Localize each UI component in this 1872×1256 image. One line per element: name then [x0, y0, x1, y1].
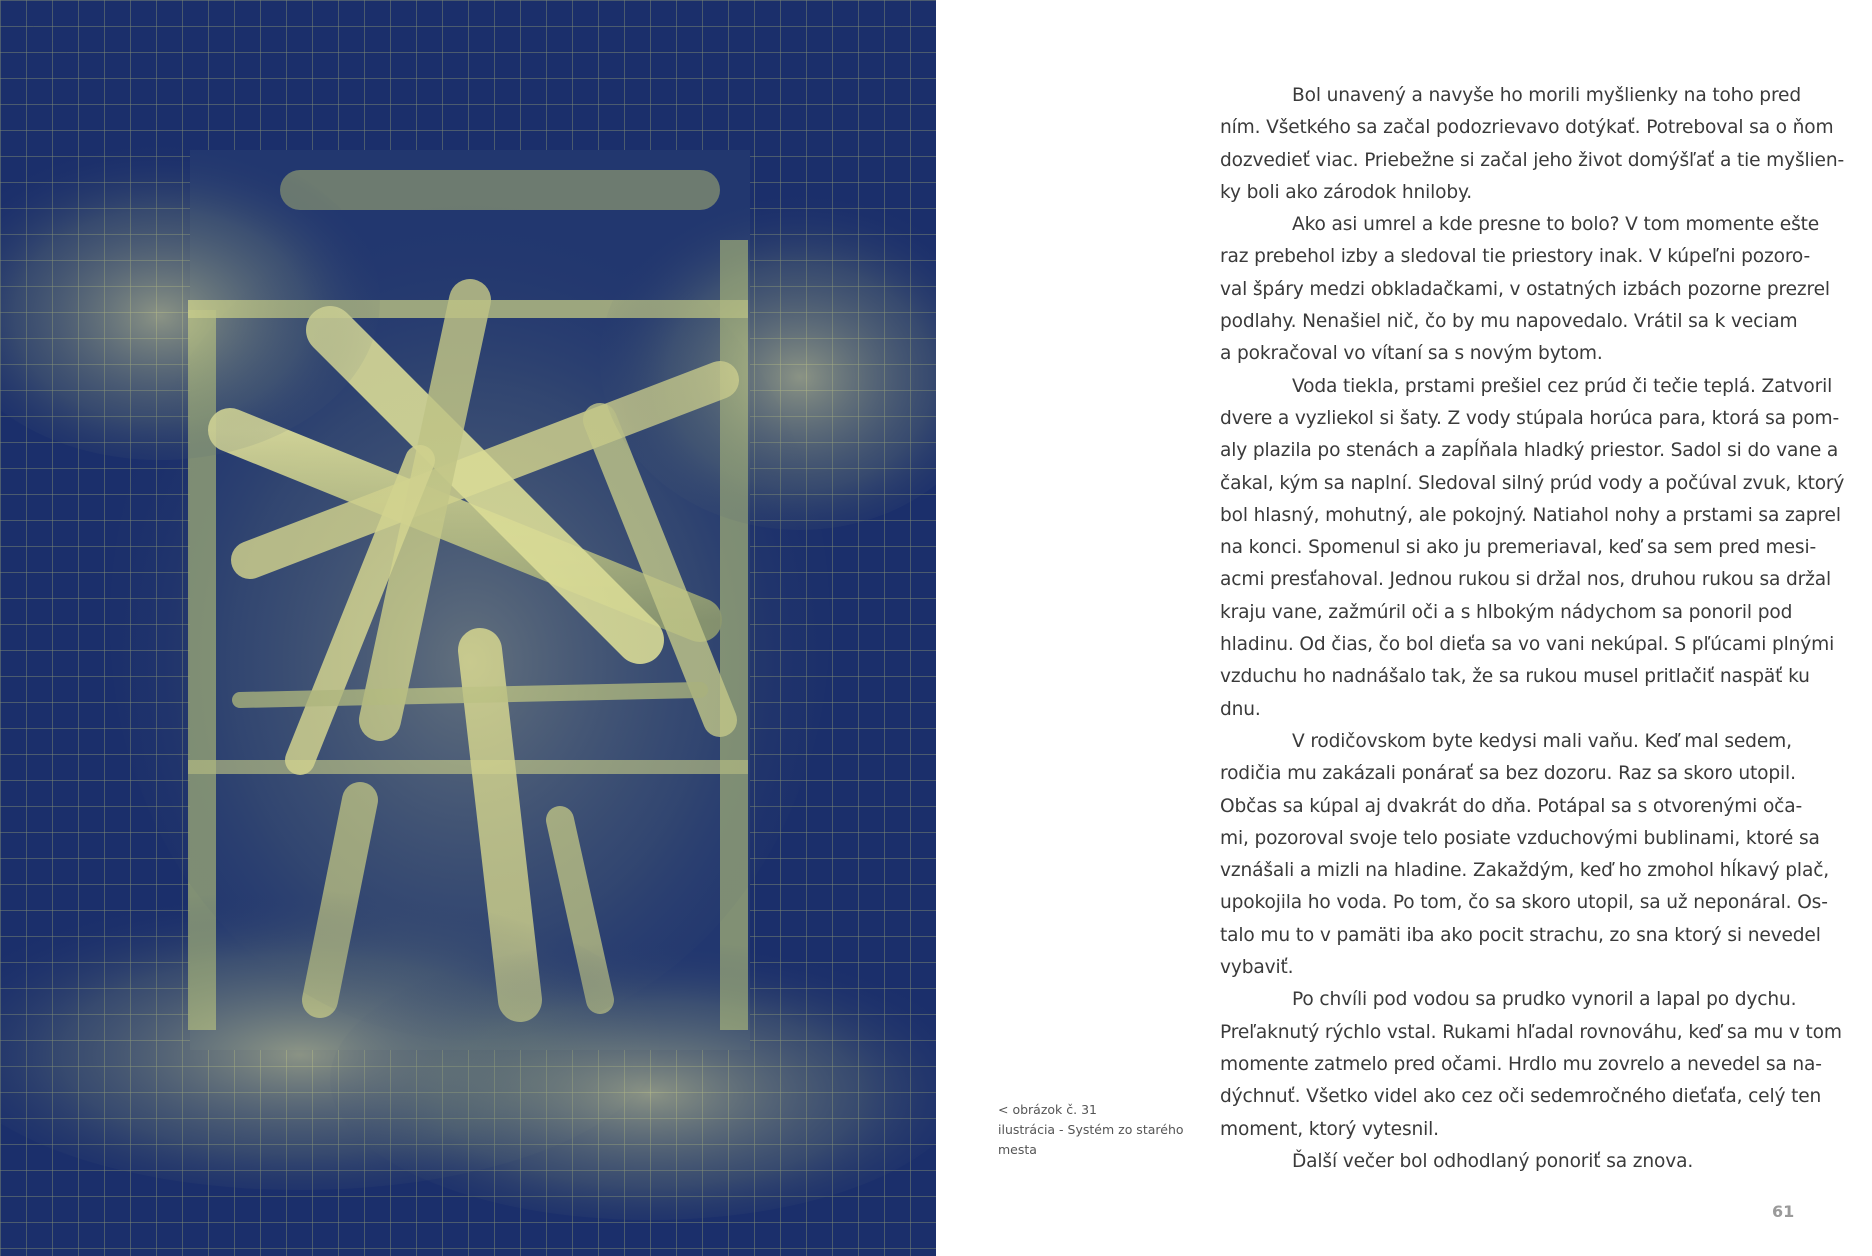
text-line: dýchnuť. Všetko videl ako cez oči sedemročného dieťaťa, celý ten: [1220, 1086, 1822, 1108]
text-line: bol hlasný, mohutný, ale pokojný. Natiahol nohy a prstami sa zaprel: [1220, 504, 1841, 526]
text-line: val špáry medzi obkladačkami, v ostatných izbách pozorne prezrel: [1220, 278, 1830, 300]
text-line: hladinu. Od čias, čo bol dieťa sa vo vani nekúpal. S pľúcami plnými: [1220, 634, 1835, 656]
text-line: Občas sa kúpal aj dvakrát do dňa. Potápal sa s otvorenými oča-: [1220, 795, 1803, 817]
text-line: dnu.: [1220, 698, 1261, 720]
text-line: vybaviť.: [1220, 957, 1294, 979]
text-line: Voda tiekla, prstami prešiel cez prúd či tečie teplá. Zatvoril: [1292, 375, 1833, 397]
caption-line-3: mesta: [998, 1142, 1037, 1157]
figure-caption: [998, 1100, 1198, 1160]
text-line: podlahy. Nenašiel nič, čo by mu napovedalo. Vrátil sa k veciam: [1220, 311, 1798, 333]
text-line: aly plazila po stenách a zapĺňala hladký priestor. Sadol si do vane a: [1220, 440, 1839, 462]
text-line: acmi presťahoval. Jednou rukou si držal nos, druhou rukou sa držal: [1220, 569, 1832, 591]
text-line: upokojila ho voda. Po tom, čo sa skoro utopil, sa už neponáral. Os-: [1220, 892, 1828, 914]
text-line: a pokračoval vo vítaní sa s novým bytom.: [1220, 343, 1603, 365]
text-line: Ako asi umrel a kde presne to bolo? V tom momente ešte: [1292, 214, 1820, 236]
text-line: Po chvíli pod vodou sa prudko vynoril a lapal po dychu.: [1292, 989, 1797, 1011]
text-line: dozvedieť viac. Priebežne si začal jeho život domýšľať a tie myšlien-: [1220, 149, 1845, 171]
caption-line-1: < obrázok č. 31: [998, 1102, 1097, 1117]
body-text: [1220, 80, 1845, 1178]
text-line: V rodičovskom byte kedysi mali vaňu. Keď mal sedem,: [1292, 730, 1792, 752]
text-line: mi, pozoroval svoje telo posiate vzduchovými bublinami, ktoré sa: [1220, 827, 1820, 849]
caption-line-2: ilustrácia - Systém zo starého: [998, 1122, 1184, 1137]
text-line: talo mu to v pamäti iba ako pocit strachu, zo sna ktorý si nevedel: [1220, 924, 1821, 946]
text-line: čakal, kým sa naplní. Sledoval silný prúd vody a počúval zvuk, ktorý: [1220, 472, 1845, 494]
text-line: ky boli ako zárodok hniloby.: [1220, 181, 1472, 203]
text-line: moment, ktorý vytesnil.: [1220, 1118, 1439, 1140]
text-line: vzduchu ho nadnášalo tak, že sa rukou musel pritlačiť naspäť ku: [1220, 666, 1810, 688]
text-line: dvere a vyzliekol si šaty. Z vody stúpala horúca para, ktorá sa pom-: [1220, 407, 1840, 429]
text-line: vznášali a mizli na hladine. Zakaždým, keď ho zmohol hĺkavý plač,: [1220, 860, 1830, 882]
text-line: Bol unavený a navyše ho morili myšlienky na toho pred: [1292, 85, 1801, 106]
text-line: kraju vane, zažmúril oči a s hlbokým nádychom sa ponoril pod: [1220, 601, 1793, 623]
text-line: raz prebehol izby a sledoval tie priestory inak. V kúpeľni pozoro-: [1220, 246, 1811, 268]
text-line: momente zatmelo pred očami. Hrdlo mu zovrelo a nevedel sa na-: [1220, 1053, 1822, 1075]
text-line: na konci. Spomenul si ako ju premeriaval, keď sa sem pred mesi-: [1220, 537, 1817, 559]
page-number: 61: [1772, 1202, 1795, 1221]
text-line: Ďalší večer bol odhodlaný ponoriť sa znova.: [1292, 1150, 1694, 1172]
text-line: Preľaknutý rýchlo vstal. Rukami hľadal rovnováhu, keď sa mu v tom: [1220, 1021, 1842, 1043]
text-line: ním. Všetkého sa začal podozrievavo dotýkať. Potreboval sa o ňom: [1220, 117, 1834, 139]
text-line: rodičia mu zakázali ponárať sa bez dozoru. Raz sa skoro utopil.: [1220, 763, 1796, 785]
